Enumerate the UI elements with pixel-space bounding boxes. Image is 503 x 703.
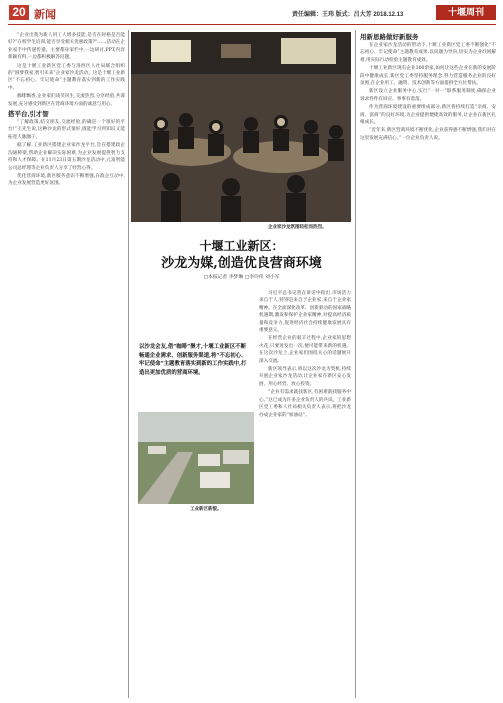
right-paragraph: 十堰工业新区现有企业300余家,如何让这些企业在新的发展阶段中健康成长,新区党工委坚持服务理念,努力营造服务企业的良好氛围,在企业用工、融资、技术创新等方面提供全方位帮扶。 — [360, 66, 496, 87]
newspaper-brand: 十堰周刊 — [436, 5, 496, 20]
byline: □本报记者 李梦琳 □李玲侠 刘小军 — [203, 275, 280, 280]
right-subheading: 用新思路做好新服务 — [360, 34, 419, 41]
middle-column — [259, 290, 351, 696]
right-paragraph: 在企业家沙龙活动的带动下,十堰工业新区党工委不断强化“不忘初心、牢记使命”主题教育成果,以问题为导向,切实为企业纾困解难,用实际行动检验主题教育成效。 — [360, 43, 496, 63]
left-subheading: 搭平台,引才智 — [8, 111, 49, 119]
middle-paragraph: 新区领导表示,将以这次沙龙为契机,持续开展企业家沙龙活动,让企业家在新区安心发展、用心经营、放心投资。 — [259, 367, 351, 387]
middle-paragraph: 在经营企业的艰辛过程中,企业家的思想火花,只要迸发出一次,便可能带来新的机遇。在这次沙龙上,企业家们围绕关心的话题展开深入交流。 — [259, 336, 351, 364]
left-paragraph: “了解政策,结交朋友,交流经验,的确是一个很好的平台!”王先生说,这种沙龙的形式很好,既能学习到知识又能拓宽人脉圈子。 — [8, 120, 125, 140]
photo-caption: 企业家沙龙氛围轻松而热烈。 — [268, 224, 327, 229]
park-photo-image — [138, 412, 254, 504]
left-column — [8, 32, 125, 696]
event-photo — [131, 32, 351, 222]
right-paragraph: “近年来,新区营商环境不断优化,企业获得感不断增强,我们对在这里发展充满信心。”一位企业负责人说。 — [360, 128, 496, 141]
event-photo-image — [131, 32, 351, 222]
page-header — [0, 0, 503, 24]
park-photo — [138, 412, 254, 504]
left-paragraph: 据了解,工业新区搭建企业家沙龙平台,旨在搭建政企沟通桥梁,帮助企业解决实际困难,为企业发展提供智力支持和人才保障。在11月23日第五期沙龙活动中,元富智能公司总经理等企业负责人分享了经营心得。 — [8, 143, 125, 171]
header-rule — [8, 24, 496, 25]
pull-quote: 以沙龙会友,借“咖啡”聚才,十堰工业新区不断畅通企业需求、创新服务渠道,将“不忘初心、牢记使命”主题教育落实到新的工作实践中,打造出更加优质的营商环境。 — [139, 344, 247, 376]
right-column — [360, 32, 496, 696]
right-paragraph: 新区设立企业服务中心,实行“一对一”联系服务制度,确保企业诉求件件有回应、事事有着落。 — [360, 89, 496, 102]
editor-meta: 责任编辑：王玮 版式：吕大芳 2018.12.13 — [292, 12, 404, 18]
page-number: 20 — [9, 5, 29, 20]
column-divider-right — [355, 30, 356, 698]
photo-caption-2: 工业新区新貌。 — [190, 506, 222, 511]
left-paragraph: 这是十堰工业新区党工委与洛西区人社局联合组织的“圆梦我家,智引未来”企业家沙龙活动。这是十堰工业新区“不忘初心、牢记使命”主题教育落实到新的工作实践中。 — [8, 63, 125, 91]
column-divider — [128, 30, 129, 698]
left-paragraph: “企业出我为新人用工人增多技能,是否在时格是否能好?“在校学生培训,能否享受相关优惠政策?”……活动在企业家手中传递传递。主要都身家栏中,一边研讨,PPT,内容新颖有料,一边都积极解答问题。 — [8, 33, 125, 61]
headline-line2: 沙龙为媒,创造优良营商环境 — [161, 256, 322, 271]
right-paragraph: 作为营商环境建设的重要组成部分,新区将持续打造“亲商、安商、富商”的良好环境,为企业提供便捷高效的服务,让企业在新区扎根成长。 — [360, 105, 496, 126]
middle-paragraph: “企业有需求就找新区,有困难就找服务中心。”这已成为许多企业负责人的共识。工业新区党工委和人社局相关负责人表示,将把沙龙办成企业家的“加油站”。 — [259, 390, 351, 418]
left-paragraph: 优化营商环境,新区服务意识不断增强,在政企互动中,为企业发展营造更好氛围。 — [8, 173, 125, 187]
section-name: 新闻 — [34, 9, 56, 21]
middle-paragraph: 习近平总书记曾在讲话中指出,市场活力来自于人,特别是来自于企业家,来自于企业家精神。在全面深化改革、创新驱动的国家战略机遇期,激发和保护企业家精神,对提高经济质量和竞争力,促进经济社会持续健康发展具有重要意义。 — [259, 291, 351, 334]
left-paragraph: 咖啡飘香,企业家们谈笑风生,交流热烈,分享经验,共谋发展,充分感受到新区在营商环境方面的诚意与用心。 — [8, 94, 125, 107]
headline-line1: 十堰工业新区： — [199, 239, 284, 253]
